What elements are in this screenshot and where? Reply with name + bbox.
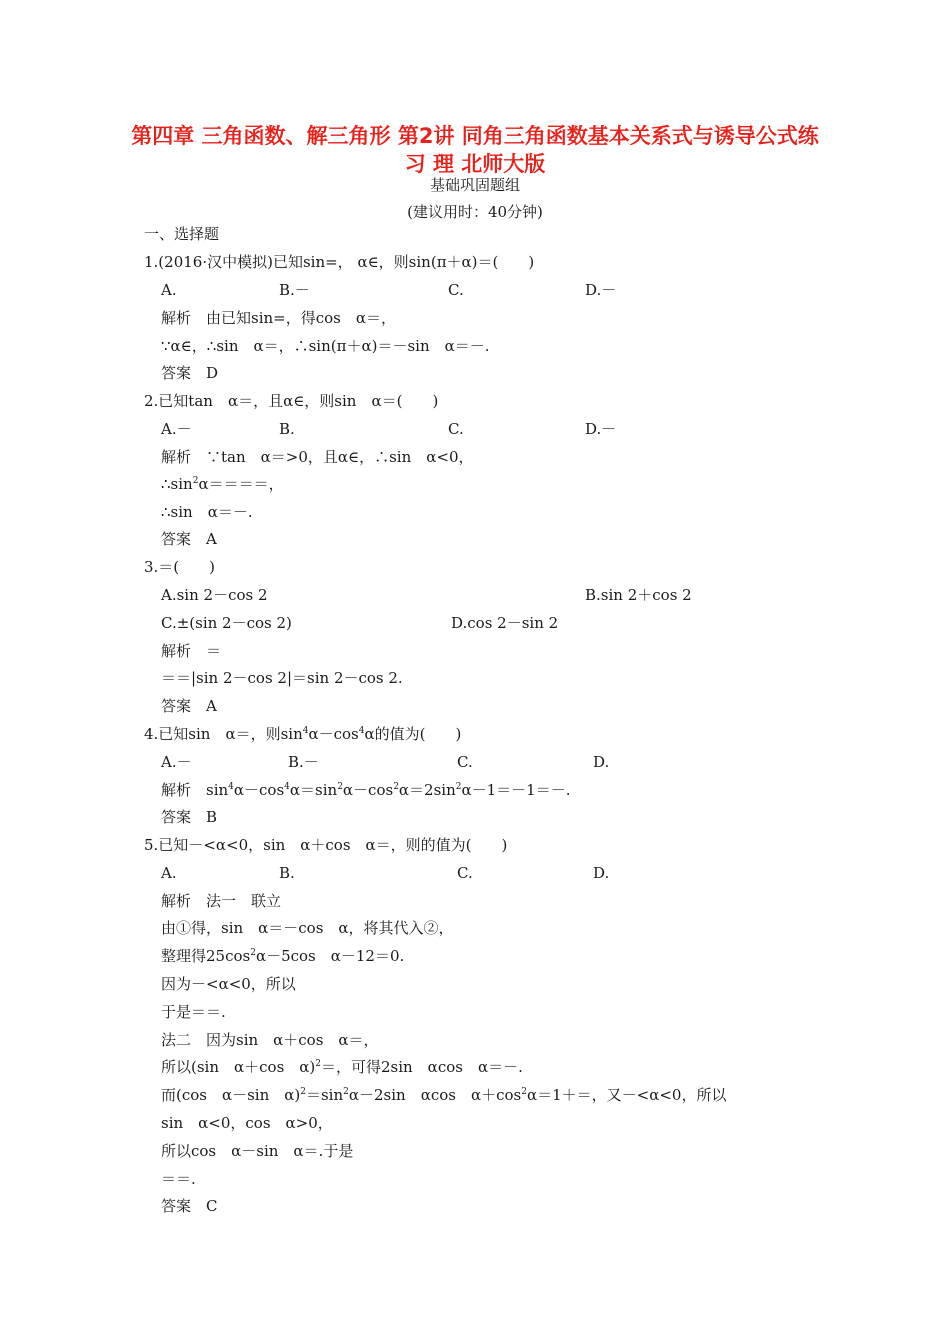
- q2-option-c: C.: [448, 420, 464, 438]
- q3-option-a: A.sin 2－cos 2: [161, 586, 268, 604]
- q5-solution-6: 法二 因为sin α＋cos α＝，: [161, 1031, 379, 1049]
- q5-answer: 答案 C: [161, 1197, 218, 1215]
- q5-solution-5: 于是＝＝.: [161, 1003, 226, 1021]
- q5-option-d: D.: [593, 864, 610, 882]
- q5-option-c: C.: [457, 864, 473, 882]
- question-1: 1.(2016·汉中模拟)已知sin=， α∈，则sin(π＋α)＝( ): [144, 253, 535, 271]
- q5-solution-8: 而(cos α－sin $\alpha)^2=\sin^2\alpha-2\sin$ αcos $\alpha+\cos^2\alpha=1+=$，又－<α<0，所以: [161, 1086, 727, 1104]
- q1-option-c: C.: [448, 281, 464, 299]
- page-title: 第四章 三角函数、解三角形 第2讲 同角三角函数基本关系式与诱导公式练习 理 北师大版: [131, 124, 819, 176]
- question-5: 5.已知－<α<0，sin α＋cos α＝，则的值为( ): [144, 836, 508, 854]
- q1-option-d: D.－: [585, 281, 617, 299]
- q2-solution-1: 解析 ∵tan α＝>0，且α∈，∴sin α<0，: [161, 448, 474, 466]
- q5-solution-7: 所以(sin α＋cos α)$^2$＝，可得2sin αcos α＝－.: [161, 1058, 523, 1076]
- q5-solution-10: 所以cos α－sin α＝.于是: [161, 1142, 354, 1160]
- question-2: 2.已知tan α＝，且α∈，则sin α＝( ): [144, 392, 439, 410]
- q3-solution-2: ＝＝|sin 2－cos 2|＝sin 2－cos 2.: [161, 669, 403, 687]
- q3-answer: 答案 A: [161, 697, 217, 715]
- q4-option-b: B.－: [288, 753, 319, 771]
- q3-option-c: C.±(sin 2－cos 2): [161, 614, 292, 632]
- q5-solution-1: 解析 法一 联立: [161, 892, 282, 910]
- q2-option-d: D.－: [585, 420, 617, 438]
- q4-option-d: D.: [593, 753, 610, 771]
- q4-solution: 解析 $\sin^4\alpha-\cos^4\alpha=\sin^2\alpha-\cos^2\alpha=2\sin^2\alpha-1=-1=-$.: [161, 781, 571, 799]
- q3-option-b: B.sin 2＋cos 2: [585, 586, 692, 604]
- q2-solution-2: $\therefore\sin^2\alpha====$，: [161, 475, 284, 493]
- q2-option-a: A.－: [161, 420, 192, 438]
- q1-option-a: A.: [161, 281, 177, 299]
- q5-solution-9: sin α<0，cos α>0，: [161, 1114, 333, 1132]
- q2-option-b: B.: [279, 420, 295, 438]
- q5-solution-3: 整理得$25\cos^2\alpha-5\cos$ α－12＝0.: [161, 947, 405, 965]
- q1-solution-1: 解析 由已知sin=，得cos α＝，: [161, 309, 396, 327]
- q5-option-b: B.: [279, 864, 295, 882]
- q5-option-a: A.: [161, 864, 177, 882]
- q2-solution-3: ∴sin α＝－.: [161, 503, 253, 521]
- section-heading: 一、选择题: [144, 225, 220, 243]
- q3-option-d: D.cos 2－sin 2: [451, 614, 559, 632]
- q2-answer: 答案 A: [161, 530, 217, 548]
- q5-solution-2: 由①得，sin α＝－cos α，将其代入②，: [161, 919, 454, 937]
- q3-solution-1: 解析 ＝: [161, 642, 222, 660]
- q4-option-a: A.－: [161, 753, 192, 771]
- time-hint: (建议用时：40分钟): [407, 203, 543, 221]
- q4-answer: 答案 B: [161, 808, 218, 826]
- question-4: 4.已知sin α＝，则$\sin^4\alpha-\cos^4\alpha$的值为( ): [144, 725, 462, 743]
- q4-option-c: C.: [457, 753, 473, 771]
- q5-solution-11: ＝＝.: [161, 1170, 196, 1188]
- q1-solution-2: ∵α∈，∴sin α＝，∴sin(π＋α)＝－sin α＝－.: [161, 337, 490, 355]
- subtitle: 基础巩固题组: [429, 176, 520, 194]
- q1-answer: 答案 D: [161, 364, 219, 382]
- question-3: 3.＝( ): [144, 558, 216, 576]
- q1-option-b: B.－: [279, 281, 310, 299]
- q5-solution-4: 因为－<α<0，所以: [161, 975, 296, 993]
